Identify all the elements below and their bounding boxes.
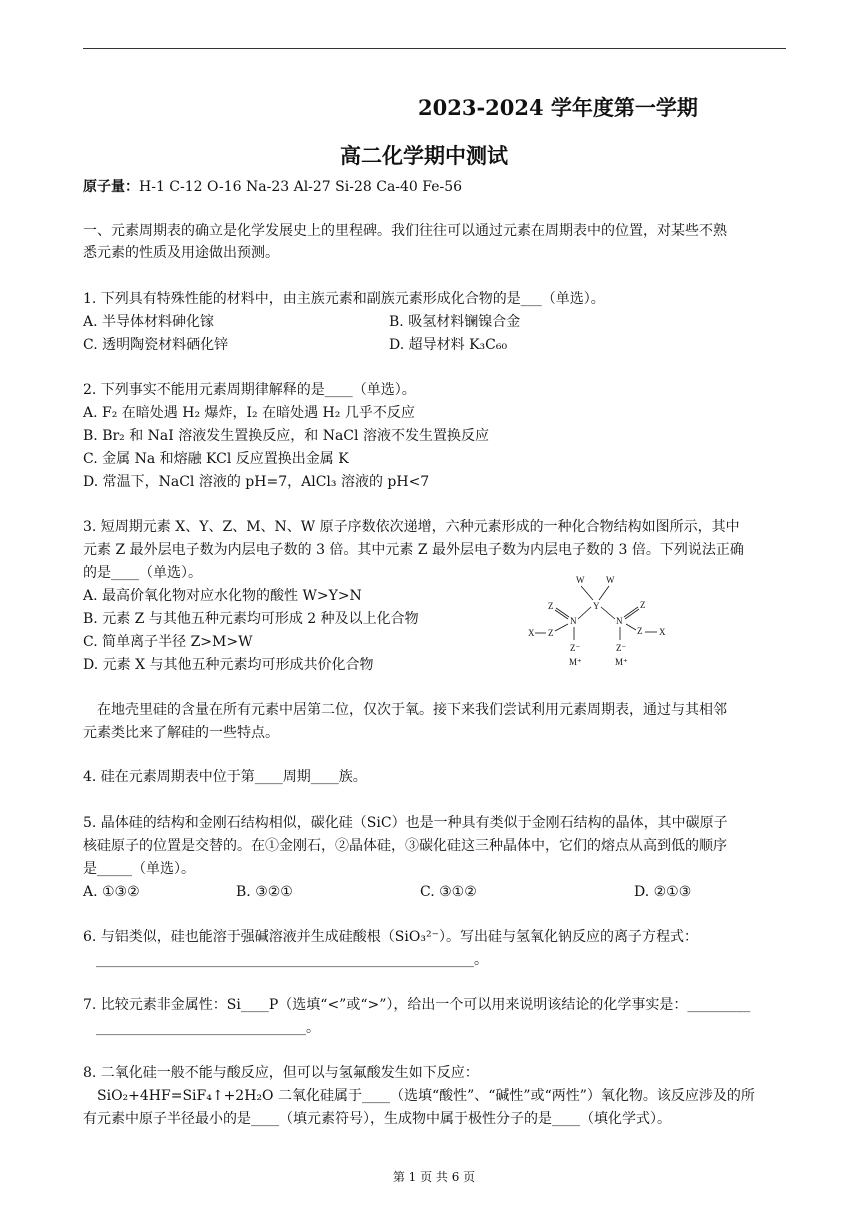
exam-title: 高二化学期中测试 [340, 143, 508, 168]
diagram-z-left-mid: Z [548, 628, 554, 638]
q5-stem-line1: 5. 晶体硅的结构和金刚石结构相似，碳化硅（SiC）也是一种具有类似于金刚石结构的晶体，其中碳原子 [83, 815, 728, 831]
diagram-n-right: N [616, 616, 623, 626]
si-paragraph-line2: 元素类比来了解硅的一些特点。 [83, 725, 279, 741]
q1-option-a: A. 半导体材料砷化镓 [83, 314, 215, 330]
q3-stem-line3: 的是____（单选）。 [83, 565, 202, 581]
diagram-x-right: X [659, 627, 666, 637]
diagram-z-right-mid: Z [637, 626, 643, 636]
q2-option-a: A. F₂ 在暗处遇 H₂ 爆炸，I₂ 在暗处遇 H₂ 几乎不反应 [83, 405, 415, 421]
diagram-m-plus-left: M⁺ [569, 657, 582, 667]
diagram-z-right-top: Z [640, 600, 646, 610]
q7-stem: 7. 比较元素非金属性：Si____P（选填“<”或“>”），给出一个可以用来说明该结论的化学事实是：_________ [83, 997, 751, 1013]
q3-structure-diagram [520, 572, 680, 670]
diagram-w-right: W [606, 575, 615, 585]
q3-option-b: B. 元素 Z 与其他五种元素均可形成 2 种及以上化合物 [83, 611, 419, 627]
q3-option-d: D. 元素 X 与其他五种元素均可形成共价化合物 [83, 657, 374, 673]
q3-option-a: A. 最高价氧化物对应水化物的酸性 W>Y>N [83, 588, 362, 604]
q8-stem: 8. 二氧化硅一般不能与酸反应，但可以与氢氟酸发生如下反应： [83, 1065, 479, 1081]
q1-option-c: C. 透明陶瓷材料硒化锌 [83, 337, 229, 353]
q5-option-b: B. ③②① [236, 884, 293, 900]
diagram-z-minus-left: Z⁻ [570, 643, 581, 653]
q3-stem-line2: 元素 Z 最外层电子数为内层电子数的 3 倍。其中元素 Z 最外层电子数为内层电子数的 3 倍。下列说法正确 [83, 542, 744, 558]
q8-line2: SiO₂+4HF=SiF₄↑+2H₂O 二氧化硅属于____（选填“酸性”、“碱性”或“两性”）氧化物。该反应涉及的所 [97, 1088, 755, 1104]
q2-option-c: C. 金属 Na 和熔融 KCl 反应置换出金属 K [83, 451, 349, 467]
q2-option-b: B. Br₂ 和 NaI 溶液发生置换反应，和 NaCl 溶液不发生置换反应 [83, 428, 489, 444]
q5-option-c: C. ③①② [420, 884, 477, 900]
diagram-z-minus-right: Z⁻ [616, 643, 627, 653]
diagram-y: Y [593, 601, 600, 611]
si-paragraph-line1: 在地壳里硅的含量在所有元素中居第二位，仅次于氧。接下来我们尝试利用元素周期表，通过与其相邻 [97, 702, 727, 718]
q5-option-a: A. ①③② [83, 884, 140, 900]
diagram-x-left: X [528, 628, 535, 638]
q1-option-b: B. 吸氢材料镧镍合金 [389, 314, 521, 330]
section1-intro-line2: 悉元素的性质及用途做出预测。 [83, 245, 279, 261]
q1-option-d: D. 超导材料 K₃C₆₀ [389, 337, 508, 353]
q7-answer-blank: ______________________________。 [96, 1020, 320, 1036]
q3-option-c: C. 简单离子半径 Z>M>W [83, 634, 253, 650]
diagram-z-left-top: Z [548, 601, 554, 611]
diagram-w-left: W [576, 575, 585, 585]
section1-intro-line1: 一、元素周期表的确立是化学发展史上的里程碑。我们往往可以通过元素在周期表中的位置，对某些不熟 [83, 223, 727, 239]
atomic-mass-values: H-1 C-12 O-16 Na-23 Al-27 Si-28 Ca-40 Fe-56 [139, 179, 463, 195]
q2-option-d: D. 常温下，NaCl 溶液的 pH=7，AlCl₃ 溶液的 pH<7 [83, 474, 430, 490]
exam-year-title: 2023-2024 学年度第一学期 [418, 95, 698, 120]
q8-line3: 有元素中原子半径最小的是____（填元素符号），生成物中属于极性分子的是____（填化学式）。 [83, 1111, 671, 1127]
page-footer: 第 1 页 共 6 页 [392, 1170, 476, 1184]
q2-stem: 2. 下列事实不能用元素周期律解释的是____（单选）。 [83, 382, 416, 398]
q1-stem: 1. 下列具有特殊性能的材料中，由主族元素和副族元素形成化合物的是___（单选）。 [83, 291, 605, 307]
atomic-mass-line [83, 178, 462, 196]
header-rule [83, 48, 786, 49]
q5-stem-line2: 核硅原子的位置是交替的。在①金刚石，②晶体硅，③碳化硅这三种晶体中，它们的熔点从高到低的顺序 [83, 838, 727, 854]
diagram-m-plus-right: M⁺ [615, 657, 628, 667]
q6-stem: 6. 与铝类似，硅也能溶于强碱溶液并生成硅酸根（SiO₃²⁻）。写出硅与氢氧化钠反应的离子方程式： [83, 929, 698, 945]
diagram-n-left: N [570, 616, 577, 626]
q4-stem: 4. 硅在元素周期表中位于第____周期____族。 [83, 769, 367, 785]
q5-option-d: D. ②①③ [634, 884, 692, 900]
q6-answer-blank: ______________________________________________________。 [96, 952, 488, 968]
q5-stem-line3: 是_____（单选）。 [83, 861, 195, 877]
atomic-mass-label: 原子量： [83, 179, 139, 195]
q3-stem-line1: 3. 短周期元素 X、Y、Z、M、N、W 原子序数依次递增，六种元素形成的一种化合物结构如图所示，其中 [83, 519, 740, 535]
